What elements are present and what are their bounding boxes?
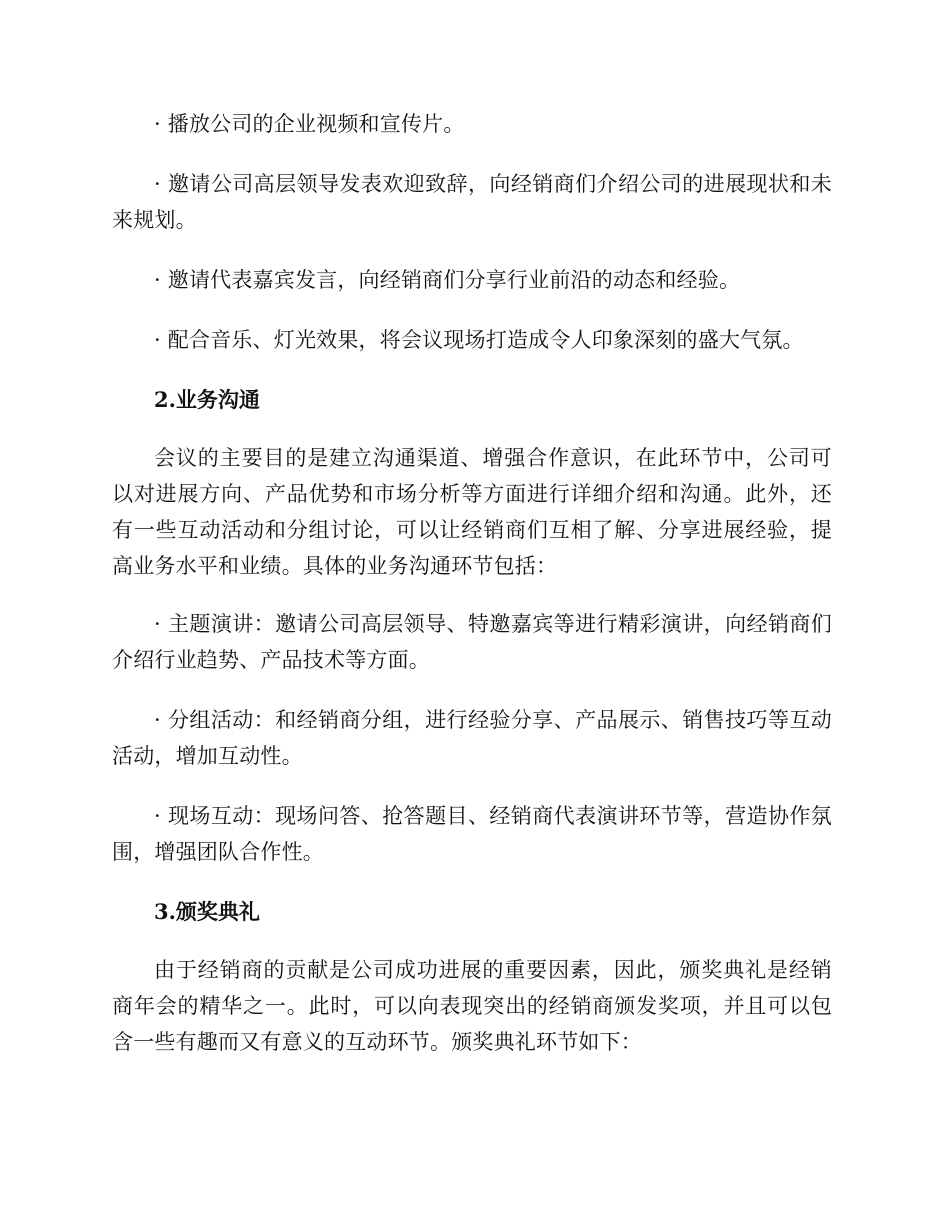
bullet-item: · 主题演讲：邀请公司高层领导、特邀嘉宾等进行精彩演讲，向经销商们介绍行业趋势、产品技术等方面。 <box>112 612 832 672</box>
section-heading-business-communication: 2.业务沟通 <box>154 387 260 412</box>
bullet-item: · 邀请代表嘉宾发言，向经销商们分享行业前沿的动态和经验。 <box>154 268 741 292</box>
section-paragraph: 会议的主要目的是建立沟通渠道、增强合作意识，在此环节中，公司可以对进展方向、产品优势和市场分析等方面进行详细介绍和沟通。此外，还有一些互动活动和分组讨论，可以让经销商们互相了解、分享进展经验，提高业务水平和业绩。具体的业务沟通环节包括： <box>112 446 832 578</box>
bullet-item: · 邀请公司高层领导发表欢迎致辞，向经销商们介绍公司的进展现状和未来规划。 <box>112 172 832 232</box>
section-paragraph: 由于经销商的贡献是公司成功进展的重要因素，因此，颁奖典礼是经销商年会的精华之一。此时，可以向表现突出的经销商颁发奖项，并且可以包含一些有趣而又有意义的互动环节。颁奖典礼环节如下： <box>112 958 832 1054</box>
section-heading-award-ceremony: 3.颁奖典礼 <box>154 899 260 924</box>
bullet-item: · 配合音乐、灯光效果，将会议现场打造成令人印象深刻的盛大气氛。 <box>154 328 804 352</box>
bullet-item: · 分组活动：和经销商分组，进行经验分享、产品展示、销售技巧等互动活动，增加互动性。 <box>112 708 832 768</box>
bullet-item: · 现场互动：现场问答、抢答题目、经销商代表演讲环节等，营造协作氛围，增强团队合作性。 <box>112 804 832 864</box>
bullet-item: · 播放公司的企业视频和宣传片。 <box>154 112 465 136</box>
document-page <box>112 106 832 1082</box>
